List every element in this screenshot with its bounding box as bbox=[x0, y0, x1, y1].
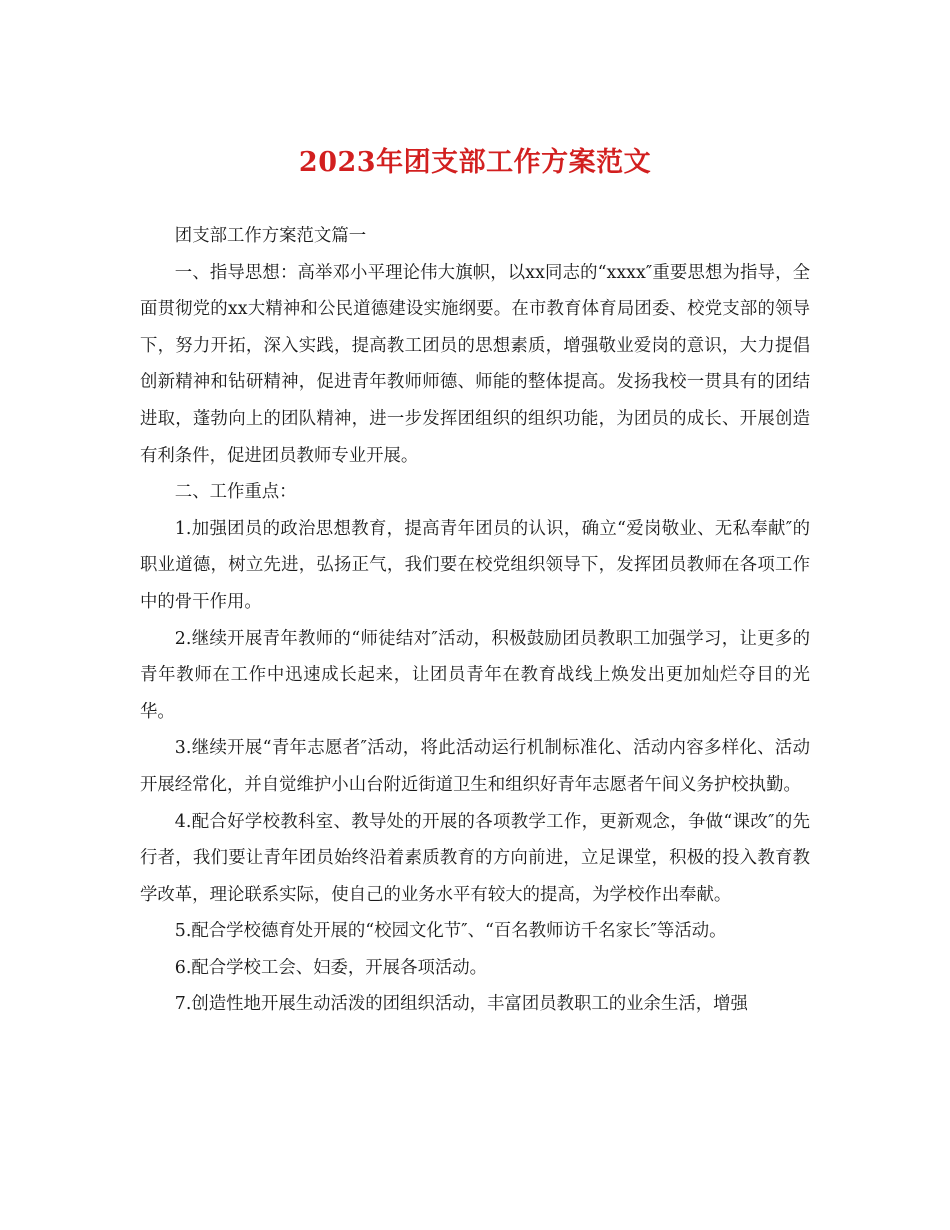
paragraph-item-3: 3.继续开展“青年志愿者″活动，将此活动运行机制标准化、活动内容多样化、活动开展经常化，并自觉维护小山台附近街道卫生和组织好青年志愿者午间义务护校执勤。 bbox=[140, 738, 810, 795]
paragraph-item-1: 1.加强团员的政治思想教育，提高青年团员的认识，确立“爱岗敬业、无私奉献″的职业道德，树立先进，弘扬正气，我们要在校党组织领导下，发挥团员教师在各项工作中的骨干作用。 bbox=[140, 518, 810, 612]
paragraph-item-6: 6.配合学校工会、妇委，开展各项活动。 bbox=[174, 957, 488, 978]
section-heading: 团支部工作方案范文篇一 bbox=[174, 226, 367, 246]
paragraph-work-focus-heading: 二、工作重点： bbox=[174, 482, 297, 503]
paragraph-item-5: 5.配合学校德育处开展的“校园文化节″、“百名教师访千名家长″等活动。 bbox=[174, 921, 727, 942]
document-body bbox=[140, 218, 810, 1023]
paragraph-item-2: 2.继续开展青年教师的“师徒结对″活动，积极鼓励团员教职工加强学习，让更多的青年教师在工作中迅速成长起来，让团员青年在教育战线上焕发出更加灿烂夺目的光华。 bbox=[140, 628, 810, 722]
paragraph-item-7: 7.创造性地开展生动活泼的团组织活动，丰富团员教职工的业余生活，增强 bbox=[174, 994, 748, 1015]
paragraph-item-4: 4.配合好学校教科室、教导处的开展的各项教学工作，更新观念，争做“课改″的先行者，我们要让青年团员始终沿着素质教育的方向前进，立足课堂，积极的投入教育教学改革，理论联系实际，使自己的业务水平有较大的提高，为学校作出奉献。 bbox=[140, 811, 810, 905]
document-title: 2023年团支部工作方案范文 bbox=[298, 147, 652, 178]
paragraph-guiding-ideology: 一、指导思想：高举邓小平理论伟大旗帜，以xx同志的“xxxx″重要思想为指导，全面贯彻党的xx大精神和公民道德建设实施纲要。在市教育体育局团委、校党支部的领导下，努力开拓，深入实践，提高教工团员的思想素质，增强敬业爱岗的意识，大力提倡创新精神和钻研精神，促进青年教师师德、师能的整体提高。发扬我校一贯具有的团结进取，蓬勃向上的团队精神，进一步发挥团组织的组织功能，为团员的成长、开展创造有利条件，促进团员教师专业开展。 bbox=[140, 262, 810, 466]
